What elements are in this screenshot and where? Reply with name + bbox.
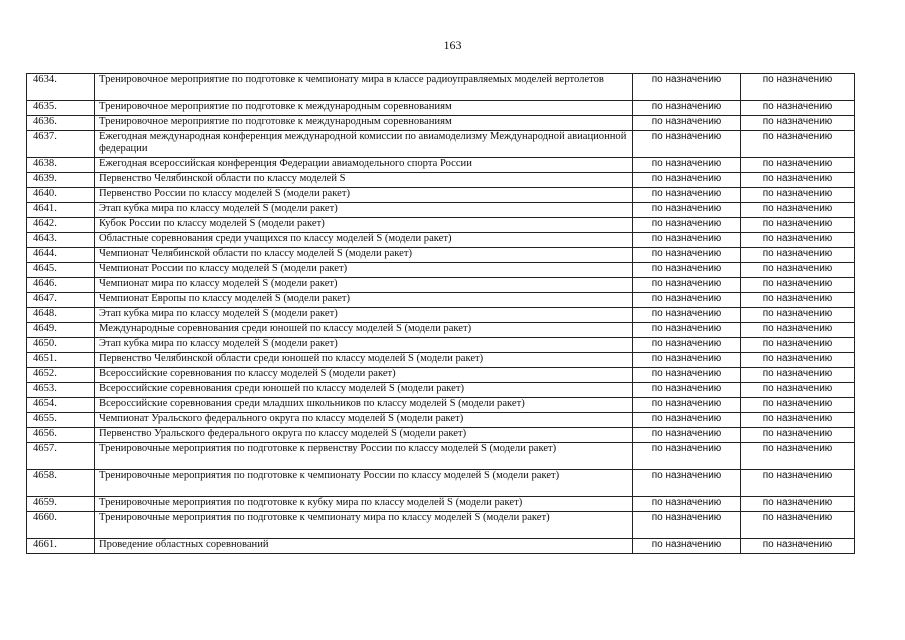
- event-date: по назначению: [633, 116, 741, 131]
- event-date: по назначению: [633, 323, 741, 338]
- table-row: [27, 353, 855, 368]
- table-row: [27, 116, 855, 131]
- row-number: 4660.: [27, 512, 95, 539]
- event-place: по назначению: [741, 131, 855, 158]
- event-date: по назначению: [633, 101, 741, 116]
- event-date: по назначению: [633, 383, 741, 398]
- table-row: [27, 101, 855, 116]
- event-place: по назначению: [741, 173, 855, 188]
- event-place: по назначению: [741, 398, 855, 413]
- event-date: по назначению: [633, 398, 741, 413]
- table-row: [27, 308, 855, 323]
- table-row: [27, 539, 855, 554]
- row-number: 4641.: [27, 203, 95, 218]
- row-number: 4645.: [27, 263, 95, 278]
- table-row: [27, 158, 855, 173]
- event-place: по назначению: [741, 308, 855, 323]
- event-date: по назначению: [633, 173, 741, 188]
- event-place: по назначению: [741, 338, 855, 353]
- event-name: Первенство Уральского федерального округа по классу моделей S (модели ракет): [95, 428, 633, 443]
- event-date: по назначению: [633, 338, 741, 353]
- page-number: 163: [443, 38, 462, 52]
- table-row: [27, 263, 855, 278]
- event-place: по назначению: [741, 293, 855, 308]
- table-row: [27, 293, 855, 308]
- event-date: по назначению: [633, 74, 741, 101]
- event-name: Тренировочное мероприятие по подготовке к международным соревнованиям: [95, 101, 633, 116]
- row-number: 4642.: [27, 218, 95, 233]
- event-name: Международные соревнования среди юношей по классу моделей S (модели ракет): [95, 323, 633, 338]
- event-place: по назначению: [741, 218, 855, 233]
- row-number: 4637.: [27, 131, 95, 158]
- event-date: по назначению: [633, 308, 741, 323]
- event-place: по назначению: [741, 101, 855, 116]
- event-date: по назначению: [633, 131, 741, 158]
- event-place: по назначению: [741, 278, 855, 293]
- table-row: [27, 74, 855, 101]
- event-name: Тренировочные мероприятия по подготовке к чемпионату мира по классу моделей S (модели ракет): [95, 512, 633, 539]
- event-name: Всероссийские соревнования среди юношей по классу моделей S (модели ракет): [95, 383, 633, 398]
- event-place: по назначению: [741, 383, 855, 398]
- row-number: 4651.: [27, 353, 95, 368]
- event-name: Ежегодная всероссийская конференция Федерации авиамодельного спорта России: [95, 158, 633, 173]
- event-date: по назначению: [633, 497, 741, 512]
- event-name: Ежегодная международная конференция международной комиссии по авиамоделизму Международной авиационной федерации: [95, 131, 633, 158]
- table-row: [27, 470, 855, 497]
- event-name: Чемпионат мира по классу моделей S (модели ракет): [95, 278, 633, 293]
- row-number: 4661.: [27, 539, 95, 554]
- row-number: 4647.: [27, 293, 95, 308]
- event-name: Проведение областных соревнований: [95, 539, 633, 554]
- event-place: по назначению: [741, 203, 855, 218]
- event-name: Чемпионат России по классу моделей S (модели ракет): [95, 263, 633, 278]
- event-name: Всероссийские соревнования среди младших школьников по классу моделей S (модели ракет): [95, 398, 633, 413]
- table-row: [27, 188, 855, 203]
- event-name: Всероссийские соревнования по классу моделей S (модели ракет): [95, 368, 633, 383]
- row-number: 4646.: [27, 278, 95, 293]
- row-number: 4659.: [27, 497, 95, 512]
- row-number: 4653.: [27, 383, 95, 398]
- event-date: по назначению: [633, 218, 741, 233]
- row-number: 4643.: [27, 233, 95, 248]
- table-row: [27, 278, 855, 293]
- event-place: по назначению: [741, 158, 855, 173]
- event-name: Тренировочные мероприятия по подготовке к кубку мира по классу моделей S (модели ракет): [95, 497, 633, 512]
- event-name: Первенство России по классу моделей S (модели ракет): [95, 188, 633, 203]
- row-number: 4644.: [27, 248, 95, 263]
- event-date: по назначению: [633, 368, 741, 383]
- table-row: [27, 248, 855, 263]
- row-number: 4658.: [27, 470, 95, 497]
- event-name: Кубок России по классу моделей S (модели ракет): [95, 218, 633, 233]
- table-row: [27, 428, 855, 443]
- table-row: [27, 173, 855, 188]
- table-row: [27, 233, 855, 248]
- event-name: Чемпионат Челябинской области по классу моделей S (модели ракет): [95, 248, 633, 263]
- row-number: 4639.: [27, 173, 95, 188]
- events-table-body: [27, 74, 855, 554]
- row-number: 4650.: [27, 338, 95, 353]
- table-row: [27, 443, 855, 470]
- event-place: по назначению: [741, 413, 855, 428]
- event-place: по назначению: [741, 428, 855, 443]
- table-row: [27, 383, 855, 398]
- event-name: Областные соревнования среди учащихся по классу моделей S (модели ракет): [95, 233, 633, 248]
- event-place: по назначению: [741, 263, 855, 278]
- event-date: по назначению: [633, 353, 741, 368]
- event-date: по назначению: [633, 293, 741, 308]
- event-name: Тренировочное мероприятие по подготовке к чемпионату мира в классе радиоуправляемых моделей вертолетов: [95, 74, 633, 101]
- event-date: по назначению: [633, 233, 741, 248]
- row-number: 4640.: [27, 188, 95, 203]
- table-row: [27, 131, 855, 158]
- row-number: 4655.: [27, 413, 95, 428]
- table-row: [27, 512, 855, 539]
- event-place: по назначению: [741, 233, 855, 248]
- event-place: по назначению: [741, 116, 855, 131]
- event-place: по назначению: [741, 539, 855, 554]
- event-name: Первенство Челябинской области среди юношей по классу моделей S (модели ракет): [95, 353, 633, 368]
- event-name: Этап кубка мира по классу моделей S (модели ракет): [95, 203, 633, 218]
- table-row: [27, 398, 855, 413]
- row-number: 4657.: [27, 443, 95, 470]
- row-number: 4652.: [27, 368, 95, 383]
- row-number: 4656.: [27, 428, 95, 443]
- row-number: 4636.: [27, 116, 95, 131]
- events-table: [26, 73, 855, 554]
- row-number: 4654.: [27, 398, 95, 413]
- event-name: Тренировочные мероприятия по подготовке к чемпионату России по классу моделей S (модели ракет): [95, 470, 633, 497]
- event-date: по назначению: [633, 188, 741, 203]
- table-row: [27, 218, 855, 233]
- event-place: по назначению: [741, 470, 855, 497]
- event-place: по назначению: [741, 443, 855, 470]
- event-place: по назначению: [741, 353, 855, 368]
- event-date: по назначению: [633, 248, 741, 263]
- event-name: Первенство Челябинской области по классу моделей S: [95, 173, 633, 188]
- event-date: по назначению: [633, 428, 741, 443]
- table-row: [27, 497, 855, 512]
- event-date: по назначению: [633, 278, 741, 293]
- event-name: Тренировочные мероприятия по подготовке к первенству России по классу моделей S (модели ракет): [95, 443, 633, 470]
- event-date: по назначению: [633, 413, 741, 428]
- event-place: по назначению: [741, 512, 855, 539]
- event-place: по назначению: [741, 248, 855, 263]
- event-place: по назначению: [741, 74, 855, 101]
- row-number: 4648.: [27, 308, 95, 323]
- event-name: Чемпионат Европы по классу моделей S (модели ракет): [95, 293, 633, 308]
- event-place: по назначению: [741, 188, 855, 203]
- event-date: по назначению: [633, 158, 741, 173]
- row-number: 4649.: [27, 323, 95, 338]
- event-date: по назначению: [633, 203, 741, 218]
- row-number: 4638.: [27, 158, 95, 173]
- event-date: по назначению: [633, 470, 741, 497]
- event-name: Этап кубка мира по классу моделей S (модели ракет): [95, 308, 633, 323]
- row-number: 4635.: [27, 101, 95, 116]
- event-name: Тренировочное мероприятие по подготовке к международным соревнованиям: [95, 116, 633, 131]
- table-row: [27, 203, 855, 218]
- table-row: [27, 368, 855, 383]
- event-date: по назначению: [633, 263, 741, 278]
- event-name: Этап кубка мира по классу моделей S (модели ракет): [95, 338, 633, 353]
- event-date: по назначению: [633, 443, 741, 470]
- table-row: [27, 323, 855, 338]
- table-row: [27, 338, 855, 353]
- event-place: по назначению: [741, 497, 855, 512]
- event-place: по назначению: [741, 323, 855, 338]
- row-number: 4634.: [27, 74, 95, 101]
- event-date: по назначению: [633, 539, 741, 554]
- event-place: по назначению: [741, 368, 855, 383]
- event-name: Чемпионат Уральского федерального округа по классу моделей S (модели ракет): [95, 413, 633, 428]
- table-row: [27, 413, 855, 428]
- event-date: по назначению: [633, 512, 741, 539]
